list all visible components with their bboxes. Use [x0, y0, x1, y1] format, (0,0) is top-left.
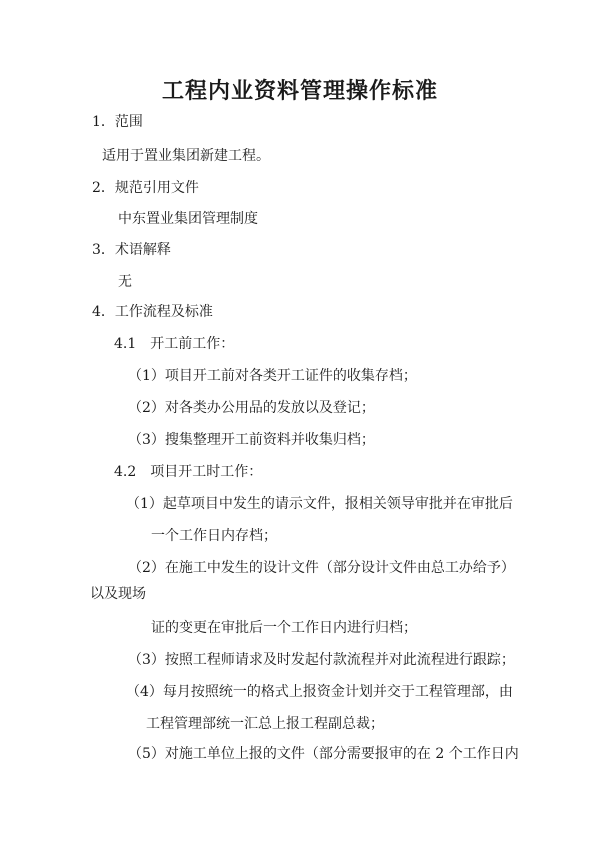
section-1-heading: 1．范围 — [92, 114, 143, 130]
section-4-2-item-continued: 以及现场 — [90, 586, 146, 602]
section-1-text: 适用于置业集团新建工程。 — [102, 148, 270, 164]
section-4-1-item: （3）搜集整理开工前资料并收集归档； — [128, 432, 375, 448]
section-4-1-item: （2）对各类办公用品的发放以及登记； — [128, 400, 375, 416]
section-4-2-item-continued: 一个工作日内存档； — [151, 528, 277, 544]
section-4-1-item: （1）项目开工前对各类开工证件的收集存档； — [128, 368, 417, 384]
section-4-2-item: （4）每月按照统一的格式上报资金计划并交于工程管理部，由 — [126, 684, 513, 700]
section-2-text: 中东置业集团管理制度 — [118, 211, 258, 227]
section-4-2-item-continued: 证的变更在审批后一个工作日内进行归档； — [151, 620, 417, 636]
section-4-2-item: （2）在施工中发生的设计文件（部分设计文件由总工办给予） — [128, 560, 515, 576]
section-4-2-item: （5）对施工单位上报的文件（部分需要报审的在 2 个工作日内 — [128, 746, 519, 762]
section-4-2-item: （1）起草项目中发生的请示文件，报相关领导审批并在审批后 — [126, 496, 513, 512]
section-4-2-item-continued: 工程管理部统一汇总上报工程副总裁； — [146, 716, 384, 732]
section-4-2-item: （3）按照工程师请求及时发起付款流程并对此流程进行跟踪； — [128, 652, 515, 668]
section-2-heading: 2．规范引用文件 — [92, 180, 199, 196]
section-4-2-heading: 4.2 项目开工时工作： — [114, 464, 263, 480]
section-3-heading: 3．术语解释 — [92, 242, 171, 258]
document-title: 工程内业资料管理操作标准 — [161, 78, 438, 104]
section-4-heading: 4．工作流程及标准 — [92, 304, 213, 320]
section-4-1-heading: 4.1 开工前工作： — [114, 336, 235, 352]
section-3-text: 无 — [118, 274, 132, 290]
